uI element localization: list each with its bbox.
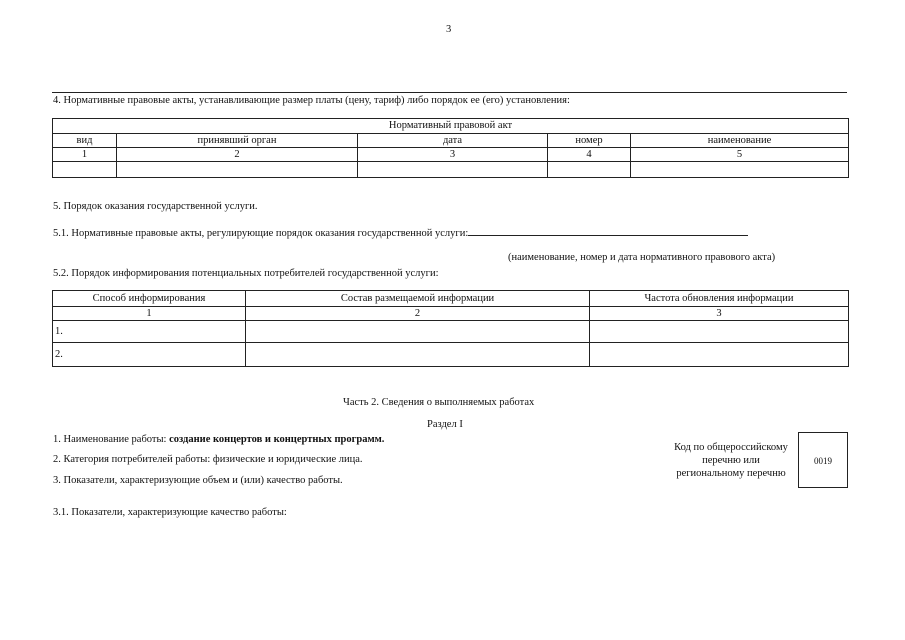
code-label — [667, 441, 795, 480]
row-number: 2. — [53, 343, 246, 367]
work-name-label: 1. Наименование работы: — [53, 434, 167, 445]
column-header: принявший орган — [117, 134, 358, 148]
table-cell — [246, 321, 590, 343]
column-header: номер — [548, 134, 631, 148]
column-number: 2 — [246, 307, 590, 321]
informing-table — [52, 290, 849, 367]
page-number: 3 — [446, 24, 452, 35]
code-box — [798, 432, 848, 488]
column-header: вид — [53, 134, 117, 148]
column-header: Частота обновления информации — [590, 291, 849, 307]
section4-title: 4. Нормативные правовые акты, устанавливающие размер платы (цену, тариф) либо порядок ее (его) установления: — [53, 95, 570, 106]
work-name-line — [53, 434, 384, 445]
table-cell — [548, 162, 631, 178]
quality-indicators-heading: 3.1. Показатели, характеризующие качество работы: — [53, 507, 287, 518]
blank-fill-line — [468, 225, 748, 236]
column-number: 1 — [53, 307, 246, 321]
column-number: 3 — [358, 148, 548, 162]
table-cell — [590, 321, 849, 343]
indicators-heading: 3. Показатели, характеризующие объем и (или) качество работы. — [53, 475, 343, 486]
column-number: 4 — [548, 148, 631, 162]
column-header: Способ информирования — [53, 291, 246, 307]
top-rule — [52, 92, 847, 93]
column-number: 3 — [590, 307, 849, 321]
table-cell — [358, 162, 548, 178]
column-number: 5 — [631, 148, 849, 162]
part2-title: Часть 2. Сведения о выполняемых работах — [343, 397, 535, 408]
section51-text: 5.1. Нормативные правовые акты, регулирующие порядок оказания государственной услуги: — [53, 228, 469, 239]
tariff-acts-table — [52, 118, 849, 178]
table-cell — [53, 162, 117, 178]
table-cell — [117, 162, 358, 178]
column-number: 1 — [53, 148, 117, 162]
code-label-line: перечню или — [702, 455, 760, 466]
column-header: дата — [358, 134, 548, 148]
column-number: 2 — [117, 148, 358, 162]
table-cell — [631, 162, 849, 178]
code-value: 0019 — [814, 456, 832, 466]
code-label-line: Код по общероссийскому — [674, 442, 788, 453]
table-row — [53, 343, 849, 367]
table-group-header: Нормативный правовой акт — [53, 119, 849, 134]
consumer-category: 2. Категория потребителей работы: физические и юридические лица. — [53, 454, 363, 465]
section51-caption: (наименование, номер и дата нормативного правового акта) — [508, 252, 776, 263]
column-header: наименование — [631, 134, 849, 148]
section-heading: Раздел I — [427, 419, 463, 430]
table-row — [53, 162, 849, 178]
section51-line — [53, 225, 748, 239]
code-label-line: региональному перечню — [676, 468, 786, 479]
work-name-value: создание концертов и концертных программ. — [169, 434, 385, 445]
table-cell — [246, 343, 590, 367]
row-number: 1. — [53, 321, 246, 343]
column-header: Состав размещаемой информации — [246, 291, 590, 307]
table-cell — [590, 343, 849, 367]
table-row — [53, 321, 849, 343]
section5-title: 5. Порядок оказания государственной услуги. — [53, 201, 258, 212]
section52-text: 5.2. Порядок информирования потенциальных потребителей государственной услуги: — [53, 268, 439, 279]
